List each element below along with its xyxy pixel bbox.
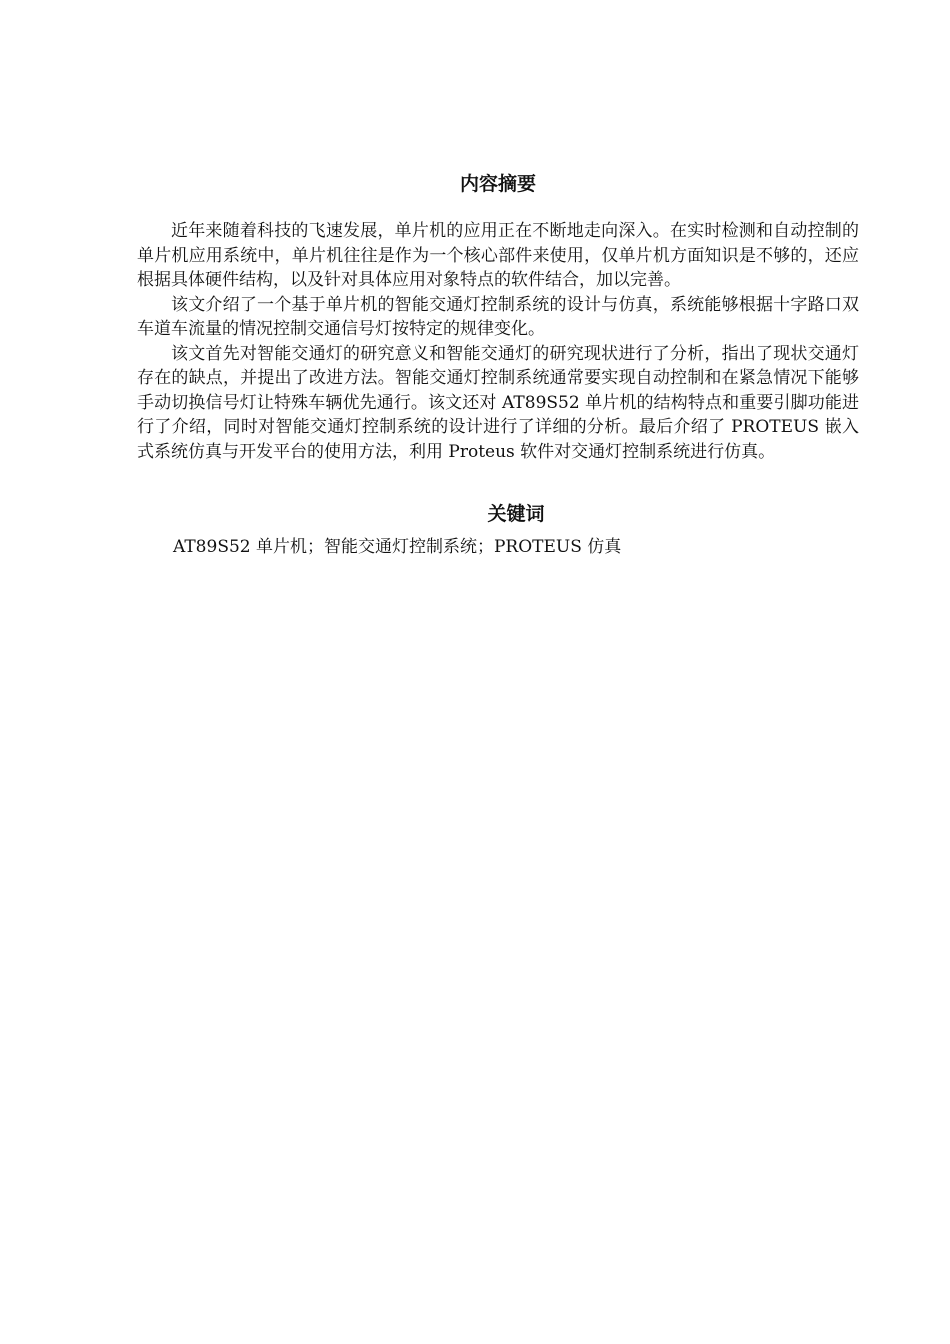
abstract-paragraph-1: 近年来随着科技的飞速发展，单片机的应用正在不断地走向深入。在实时检测和自动控制的单片机应用系统中，单片机往往是作为一个核心部件来使用，仅单片机方面知识是不够的，还应根据具体硬件结构，以及针对具体应用对象特点的软件结合，加以完善。 bbox=[137, 221, 859, 290]
abstract-body bbox=[137, 219, 859, 464]
keywords-list: AT89S52 单片机；智能交通灯控制系统；PROTEUS 仿真 bbox=[173, 537, 622, 557]
abstract-paragraph-3: 该文首先对智能交通灯的研究意义和智能交通灯的研究现状进行了分析，指出了现状交通灯存在的缺点，并提出了改进方法。智能交通灯控制系统通常要实现自动控制和在紧急情况下能够手动切换信号灯让特殊车辆优先通行。该文还对 AT89S52 单片机的结构特点和重要引脚功能进行了介绍，同时对智能交通灯控制系统的设计进行了详细的分析。最后介绍了 PROTEUS 嵌入式系统仿真与开发平台的使用方法，利用 Proteus 软件对交通灯控制系统进行仿真。 bbox=[137, 343, 859, 462]
keywords-title: 关键词 bbox=[487, 503, 545, 525]
abstract-paragraph-2: 该文介绍了一个基于单片机的智能交通灯控制系统的设计与仿真，系统能够根据十字路口双车道车流量的情况控制交通信号灯按特定的规律变化。 bbox=[137, 294, 859, 339]
abstract-title bbox=[137, 170, 859, 198]
page-content bbox=[137, 170, 859, 576]
abstract-title-text: 内容摘要 bbox=[459, 173, 536, 195]
